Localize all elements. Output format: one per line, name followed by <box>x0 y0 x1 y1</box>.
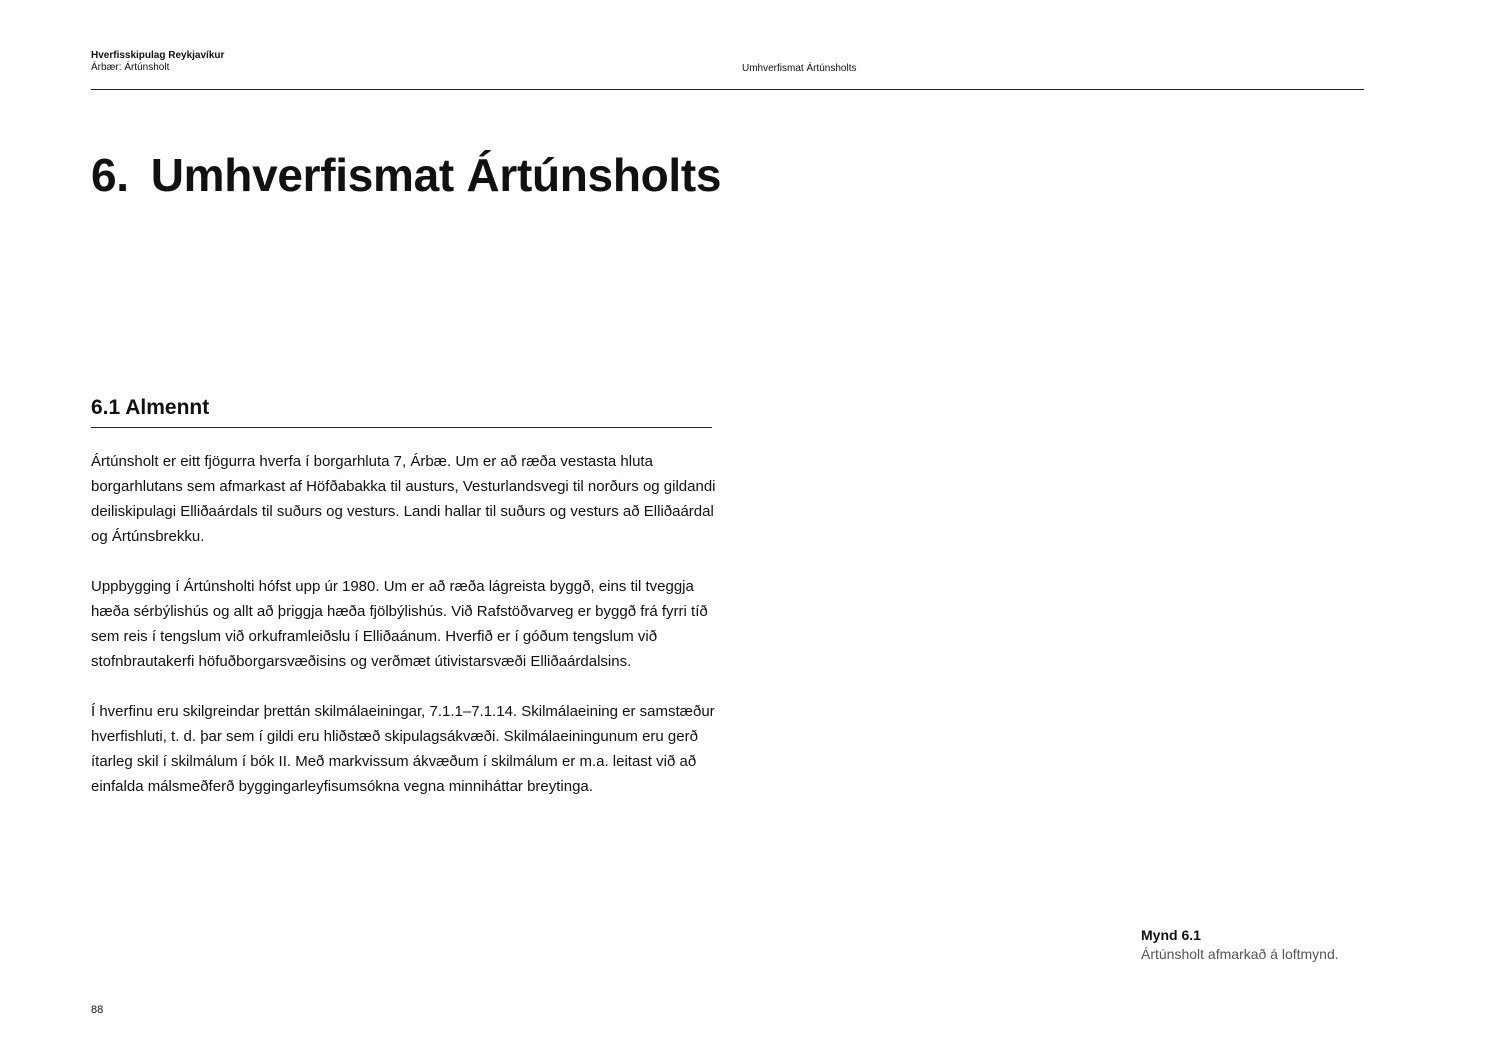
section-heading: 6.1 Almennt <box>91 394 712 428</box>
header-divider <box>91 89 1364 90</box>
publication-title: Hverfisskipulag Reykjavíkur <box>91 50 225 61</box>
page-number: 88 <box>91 1004 104 1016</box>
chapter-title <box>91 146 721 204</box>
figure-label: Mynd 6.1 <box>1141 927 1201 943</box>
figure-description: Ártúnsholt afmarkað á loftmynd. <box>1141 946 1339 962</box>
paragraph: Í hverfinu eru skilgreindar þrettán skilmálaeiningar, 7.1.1–7.1.14. Skilmálaeining er samstæður hverfishluti, t. d. þar sem í gildi eru hliðstæð skipulagsákvæði. Skilmálaeiningunum eru gerð ítarleg skil í skilmálum í bók II. Með markvissum ákvæðum í skilmálum er m.a. leitast við að einfalda málsmeðferð byggingarleyfisumsókna vegna minniháttar breytinga. <box>91 703 715 795</box>
chapter-title-text: Umhverfismat Ártúnsholts <box>150 149 722 201</box>
figure-caption <box>1141 926 1339 964</box>
paragraph: Ártúnsholt er eitt fjögurra hverfa í borgarhluta 7, Árbæ. Um er að ræða vestasta hluta borgarhlutans sem afmarkast af Höfðabakka til austurs, Vesturlandsvegi til norðurs og gildandi deiliskipulagi Elliðaárdals til suðurs og vesturs. Landi hallar til suðurs og vesturs að Elliðaárdal og Ártúnsbrekku. <box>91 453 716 545</box>
running-chapter-title: Umhverfismat Ártúnsholts <box>742 63 857 74</box>
paragraph: Uppbygging í Ártúnsholti hófst upp úr 1980. Um er að ræða lágreista byggð, eins til tveggja hæða sérbýlishús og allt að þriggja hæða fjölbýlishús. Við Rafstöðvarveg er byggð frá fyrri tíð sem reis í tengslum við orkuframleiðslu í Elliðaánum. Hverfið er í góðum tengslum við stofnbrautakerfi höfuðborgarsvæðisins og verðmæt útivistarsvæði Elliðaárdalsins. <box>91 578 708 670</box>
publication-subtitle: Árbær: Ártúnsholt <box>91 62 170 73</box>
chapter-number: 6. <box>91 149 129 201</box>
section-body <box>91 449 716 824</box>
running-header <box>91 50 224 74</box>
